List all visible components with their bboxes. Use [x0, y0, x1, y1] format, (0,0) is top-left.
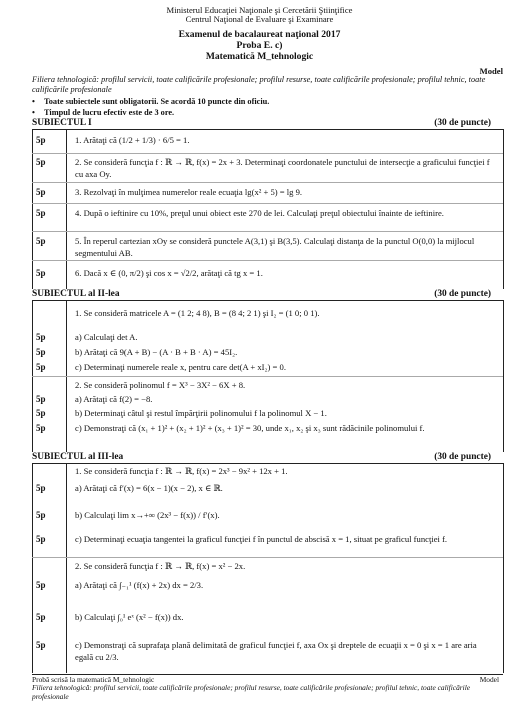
question-text: a) Calculaţi det A.: [75, 332, 138, 342]
question-text: a) Arătaţi că f(2) = −8.: [75, 394, 153, 404]
question-text: 2. Se consideră polinomul f = X³ − 3X² − 6X + 8.: [75, 380, 246, 390]
question-points: 5p: [36, 332, 46, 342]
question-points: 5p: [36, 347, 46, 357]
question-points: 5p: [36, 423, 46, 433]
question-text: a) Arătaţi că f′(x) = 6(x − 1)(x − 2), x ∈ ℝ.: [75, 483, 223, 493]
question-text: 2. Se consideră funcţia f : ℝ → ℝ, f(x) = 2x + 3. Determinaţi coordonatele punctului de intersecţie a graficului funcţiei f cu axa Oy.: [75, 157, 490, 179]
question-text: b) Calculaţi ∫₀¹ eˣ (x² − f(x)) dx.: [75, 612, 184, 622]
question-text: c) Demonstraţi că (x₁ + 1)² + (x₂ + 1)² + (x₃ + 1)² = 30, unde x₁, x₂ şi x₃ sunt rădăcinile polinomului f.: [75, 423, 425, 433]
rule-item: • Toate subiectele sunt obligatorii. Se acordă 10 puncte din oficiu.: [32, 97, 503, 108]
page-footer: [32, 674, 503, 701]
footer-right: Model: [479, 675, 499, 684]
table-border-right: [503, 463, 504, 673]
question-points: 5p: [36, 157, 46, 167]
question-points: 5p: [36, 394, 46, 404]
exam-proba: Proba E. c): [236, 40, 283, 51]
question-text: b) Determinaţi câtul şi restul împărţirii polinomului f la polinomul X − 1.: [75, 408, 327, 418]
footer-left: Probă scrisă la matematică M_tehnologic: [32, 675, 155, 684]
question-text: c) Determinaţi ecuaţia tangentei la graficul funcţiei f în punctul de abscisă x = 1, situat pe graficul funcţiei f.: [75, 534, 448, 544]
question-text: 5. În reperul cartezian xOy se consideră punctele A(3,1) şi B(3,5). Calculaţi distanţa de la punctul O(0,0) la mijlocul segmentului AB.: [75, 236, 475, 258]
question-points: 5p: [36, 483, 46, 493]
question-points: 5p: [36, 612, 46, 622]
section-points: (30 de puncte): [434, 118, 491, 128]
question-points: 5p: [36, 362, 46, 372]
exam-title: Examenul de bacalaureat naţional 2017: [178, 29, 341, 40]
question-text: b) Calculaţi lim x→+∞ (2x³ − f(x)) / f′(x).: [75, 510, 220, 520]
row-separator: [32, 557, 503, 558]
question-text: 1. Se consideră matricele A = (1 2; 4 8), B = (8 4; 2 1) şi I₂ = (1 0; 0 1).: [75, 308, 320, 318]
section-1-header: [32, 118, 503, 130]
row-separator: [32, 203, 503, 204]
points-column-divider: [66, 463, 67, 673]
section-title: SUBIECTUL al III-lea: [32, 452, 124, 462]
question-text: a) Arătaţi că ∫₋₁¹ (f(x) + 2x) dx = 2/3.: [75, 580, 204, 590]
section-points: (30 de puncte): [434, 452, 491, 462]
question-points: 5p: [36, 187, 46, 197]
question-points: 5p: [36, 640, 46, 650]
question-points: 5p: [36, 236, 46, 246]
table-border-left: [32, 463, 33, 673]
question-points: 5p: [36, 510, 46, 520]
section-2-header: [32, 289, 503, 301]
row-separator: [32, 153, 503, 154]
question-text: c) Demonstraţi că suprafaţa plană delimitată de graficul funcţiei f, axa Ox şi dreptele de ecuaţii x = 0 şi x = 1 are aria egală cu 2/3.: [75, 640, 477, 662]
question-points: 5p: [36, 135, 46, 145]
question-points: 5p: [36, 534, 46, 544]
row-separator: [32, 231, 503, 232]
question-points: 5p: [36, 580, 46, 590]
question-text: 4. După o ieftinire cu 10%, preţul unui obiect este 270 de lei. Calculaţi preţul obiectului înainte de ieftinire.: [75, 208, 444, 218]
section-title: SUBIECTUL I: [32, 118, 92, 128]
question-text: 1. Arătaţi că (1/2 + 1/3) · 6/5 = 1.: [75, 135, 190, 145]
table-border-right: [503, 129, 504, 289]
filiera-note: Filiera tehnologică: profilul servicii, toate calificările profesionale; profilul resurse, toate calificările profesionale; profilul tehnic, toate calificările profesionale: [32, 75, 486, 94]
rules-list: [32, 97, 503, 118]
question-text: 3. Rezolvaţi în mulţimea numerelor reale ecuaţia lg(x² + 5) = lg 9.: [75, 187, 303, 197]
exam-subject: Matematică M_tehnologic: [205, 51, 314, 62]
rule-item: • Timpul de lucru efectiv este de 3 ore.: [32, 108, 503, 119]
question-text: 2. Se consideră funcţia f : ℝ → ℝ, f(x) = x² − 2x.: [75, 561, 246, 571]
section-title: SUBIECTUL al II-lea: [32, 289, 120, 299]
row-separator: [32, 260, 503, 261]
question-points: 5p: [36, 408, 46, 418]
question-text: c) Determinaţi numerele reale x, pentru care det(A + xI₂) = 0.: [75, 362, 286, 372]
table-border-right: [503, 300, 504, 452]
question-text: 6. Dacă x ∈ (0, π/2) şi cos x = √2/2, arătaţi că tg x = 1.: [75, 268, 263, 278]
ministry-name: Ministerul Educaţiei Naţionale şi Cercetării Ştiinţifice: [166, 5, 353, 15]
question-points: 5p: [36, 268, 46, 278]
row-separator: [32, 182, 503, 183]
question-text: 1. Se consideră funcţia f : ℝ → ℝ, f(x) = 2x³ − 9x² + 12x + 1.: [75, 466, 288, 476]
footer-filiera: Filiera tehnologică: profilul servicii, toate calificările profesionale; profilul resurse, toate calificările profesionale; profilul tehnic, toate calificările profesionale: [32, 683, 471, 701]
question-points: 5p: [36, 208, 46, 218]
evaluation-center: Centrul Naţional de Evaluare şi Examinare: [185, 14, 334, 24]
question-text: b) Arătaţi că 9(A + B) − (A · B + B · A) = 45I₂.: [75, 347, 238, 357]
model-label: Model: [479, 66, 503, 76]
row-separator: [32, 376, 503, 377]
section-points: (30 de puncte): [434, 289, 491, 299]
section-3-header: [32, 452, 503, 464]
